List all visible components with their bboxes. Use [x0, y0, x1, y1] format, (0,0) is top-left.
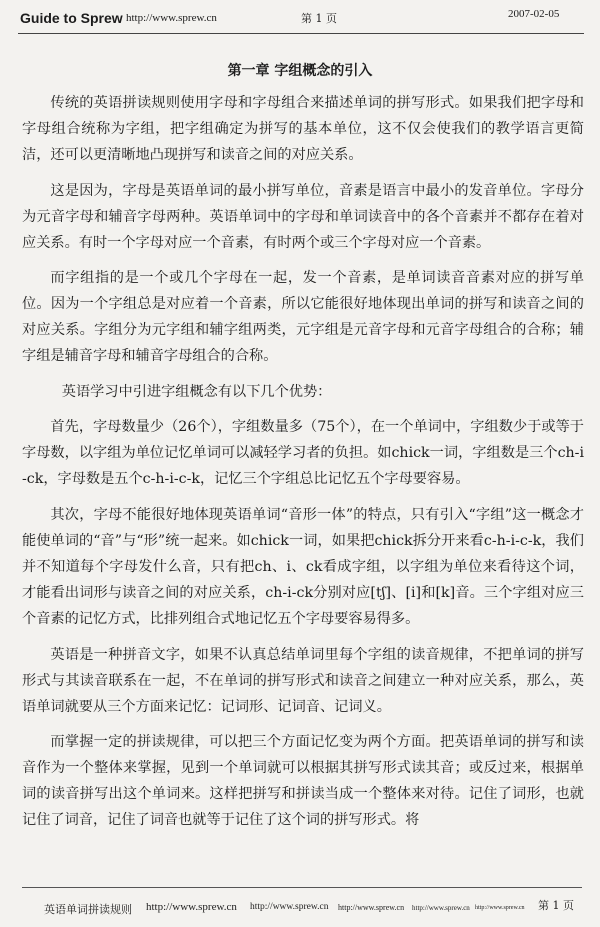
- paragraph: 这是因为，字母是英语单词的最小拼写单位，音素是语言中最小的发音单位。字母分为元音字母和辅音字母两种。英语单词中的字母和单词读音中的各个音素并不都存在着对应关系。有时一个字母对应一个音素，有时两个或三个字母对应一个音素。: [22, 182, 584, 251]
- footer-url: http://www.sprew.cn: [338, 903, 405, 912]
- header-date: 2007-02-05: [508, 8, 560, 20]
- paragraph: 传统的英语拼读规则使用字母和字母组合来描述单词的拼写形式。如果我们把字母和字母组合统称为字组，把字组确定为拼写的基本单位，这不仅会使我们的教学语言更简洁，还可以更清晰地凸现拼写和读音之间的对应关系。: [22, 95, 584, 163]
- body-text: [22, 90, 584, 843]
- footer-page-number: 第 1 页: [538, 899, 574, 912]
- paragraph: 英语学习中引进字组概念有以下几个优势：: [61, 383, 332, 400]
- paragraph: 其次，字母不能很好地体现英语单词“音形一体”的特点，只有引入“字组”这一概念才能使单词的“音”与“形”统一起来。如chick一词，如果把chick拆分开来看c-h-i-c-k，我们并不知道每个字母发什么音，只有把ch、i、ck看成字组，以字组为单位来看待这个词，才能看出词形与读音之间的对应关系，ch-i-ck分别对应[tʃ]、[i]和[k]音。三个字组对应三个音素的记忆方式，比排列组合式地记忆五个字母要容易得多。: [22, 506, 584, 627]
- header-page-number: 第 1 页: [301, 12, 337, 25]
- paragraph: 而掌握一定的拼读规律，可以把三个方面记忆变为两个方面。把英语单词的拼写和读音作为一个整体来掌握，见到一个单词就可以根据其拼写形式读其音；或反过来，根据单词的读音拼写出这个单词来。这样把拼写和拼读当成一个整体来对待。记住了词形，也就记住了词音，记住了词音也就等于记住了这个词的拼写形式。将: [22, 734, 584, 829]
- header-url: http://www.sprew.cn: [126, 12, 217, 24]
- paragraph: 首先，字母数量少（26个），字组数量多（75个），在一个单词中，字组数少于或等于字母数，以字组为单位记忆单词可以减轻学习者的负担。如chick一词，字组数是三个ch-i-ck，字母数是五个c-h-i-c-k，记忆三个字组总比记忆五个字母要容易。: [22, 419, 584, 488]
- footer-url: http://www.sprew.cn: [475, 905, 525, 911]
- footer-url: http://www.sprew.cn: [250, 902, 329, 912]
- header-title: Guide to Sprew: [20, 10, 123, 26]
- header-divider: [18, 33, 584, 34]
- footer-title: 英语单词拼读规则: [44, 903, 132, 916]
- footer-url: http://www.sprew.cn: [412, 904, 470, 912]
- chapter-title: 第一章 字组概念的引入: [227, 63, 373, 79]
- footer-divider: [22, 887, 582, 888]
- page-header: [0, 0, 600, 40]
- page-footer: [0, 887, 600, 927]
- paragraph: 而字组指的是一个或几个字母在一起，发一个音素，是单词读音音素对应的拼写单位。因为一个字组总是对应着一个音素，所以它能很好地体现出单词的拼写和读音之间的对应关系。字组分为元字组和辅字组两类，元字组是元音字母和元音字母组合的合称；辅字组是辅音字母和辅音字母组合的合称。: [22, 270, 584, 365]
- footer-url: http://www.sprew.cn: [146, 901, 237, 913]
- paragraph: 英语是一种拼音文字，如果不认真总结单词里每个字组的读音规律，不把单词的拼写形式与其读音联系在一起，不在单词的拼写形式和读音之间建立一种对应关系，那么，英语单词就要从三个方面来记忆：记词形、记词音、记词义。: [22, 646, 584, 715]
